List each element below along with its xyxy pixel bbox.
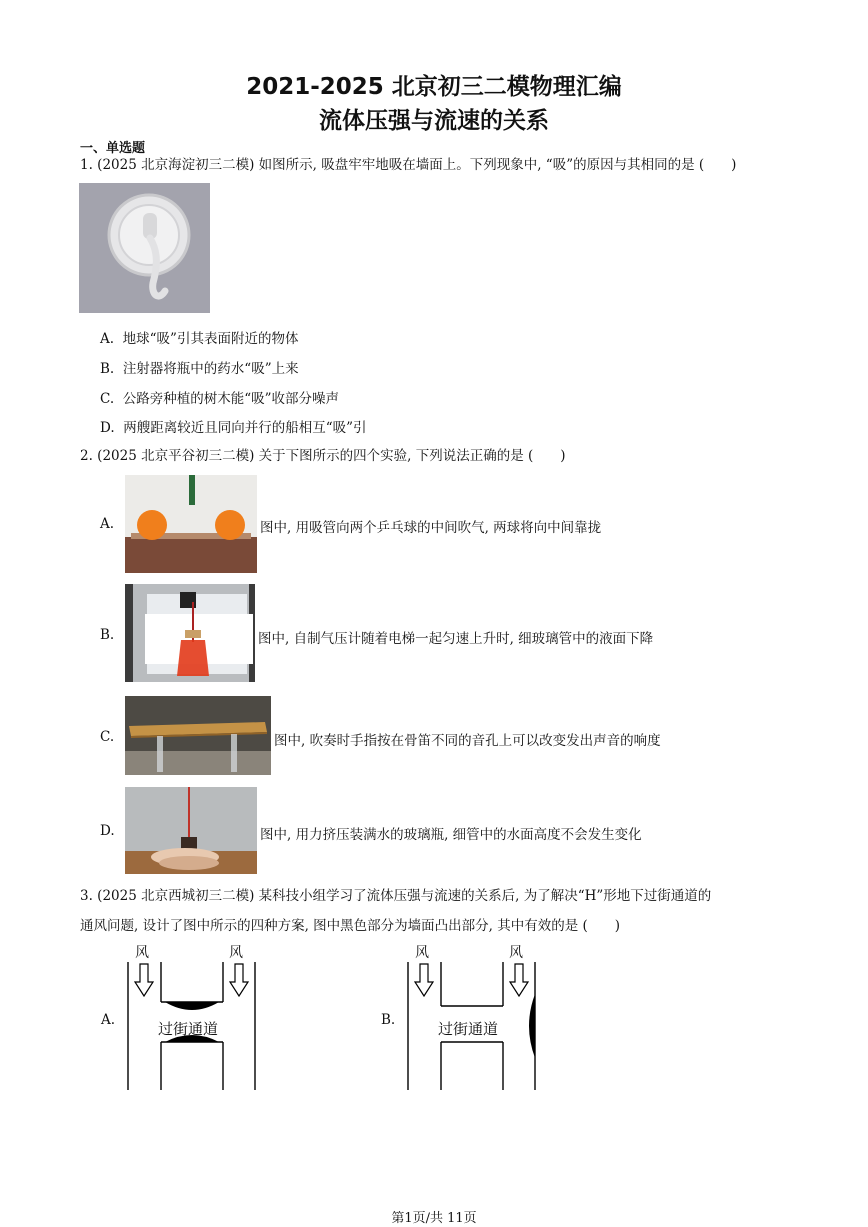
- wind-label-right: 风: [229, 945, 243, 961]
- q2-option-d-text: 图中, 用力挤压装满水的玻璃瓶, 细管中的水面高度不会发生变化: [260, 827, 642, 843]
- question-3-stem-line1: 3. (2025 北京西城初三二模) 某科技小组学习了流体压强与流速的关系后, 为了解决“H”形地下过街通道的: [80, 888, 712, 904]
- q1-option-a[interactable]: [100, 327, 298, 347]
- option-letter: A.: [100, 331, 115, 347]
- section-heading: 一、单选题: [80, 141, 146, 156]
- option-letter: C.: [100, 391, 115, 407]
- ventilation-diagram-b: [405, 942, 545, 1092]
- wind-label-left: 风: [135, 945, 149, 961]
- q3-option-a-letter[interactable]: A.: [101, 1012, 116, 1028]
- q3-option-b-letter[interactable]: B.: [381, 1012, 396, 1028]
- option-text: 注射器将瓶中的药水“吸”上来: [122, 361, 299, 377]
- q2-option-b-letter[interactable]: B.: [100, 627, 115, 643]
- suction-cup-photo: [79, 183, 210, 313]
- wind-label-right: 风: [509, 945, 523, 961]
- squeeze-bottle-photo: [125, 787, 257, 874]
- question-3-stem-line2: 通风问题, 设计了图中所示的四种方案, 图中黑色部分为墙面凸出部分, 其中有效的是 ( ): [80, 918, 621, 934]
- q1-option-d[interactable]: [100, 416, 367, 436]
- page-title: 2021-2025 北京初三二模物理汇编: [246, 74, 622, 100]
- wind-label-left: 风: [415, 945, 429, 961]
- q1-option-b[interactable]: [100, 357, 299, 377]
- option-letter: B.: [100, 361, 115, 377]
- passage-label: 过街通道: [158, 1020, 219, 1038]
- option-text: 地球“吸”引其表面附近的物体: [122, 331, 299, 347]
- question-1-stem: 1. (2025 北京海淀初三二模) 如图所示, 吸盘牢牢地吸在墙面上。下列现象中, “吸”的原因与其相同的是 ( ): [80, 157, 737, 173]
- q2-option-b-text: 图中, 自制气压计随着电梯一起匀速上升时, 细玻璃管中的液面下降: [258, 631, 654, 647]
- q1-option-c[interactable]: [100, 387, 339, 407]
- q2-option-d-letter[interactable]: D.: [100, 823, 115, 839]
- passage-label: 过街通道: [438, 1020, 499, 1038]
- option-text: 两艘距离较近且同向并行的船相互“吸”引: [123, 420, 367, 436]
- option-letter: D.: [100, 420, 115, 436]
- question-2-stem: 2. (2025 北京平谷初三二模) 关于下图所示的四个实验, 下列说法正确的是 ( ): [80, 448, 566, 464]
- q2-option-a-letter[interactable]: A.: [100, 516, 115, 532]
- q2-option-a-text: 图中, 用吸管向两个乒乓球的中间吹气, 两球将向中间靠拢: [260, 520, 602, 536]
- barometer-elevator-photo: [125, 584, 255, 682]
- ping-pong-photo: [125, 475, 257, 573]
- q2-option-c-text: 图中, 吹奏时手指按在骨笛不同的音孔上可以改变发出声音的响度: [274, 733, 661, 749]
- q2-option-c-letter[interactable]: C.: [100, 729, 115, 745]
- bone-flute-photo: [125, 696, 271, 775]
- option-text: 公路旁种植的树木能“吸”收部分噪声: [122, 391, 340, 407]
- ventilation-diagram-a: [125, 942, 260, 1092]
- page-footer: 第1页/共 11页: [391, 1211, 477, 1226]
- page-subtitle: 流体压强与流速的关系: [319, 108, 549, 134]
